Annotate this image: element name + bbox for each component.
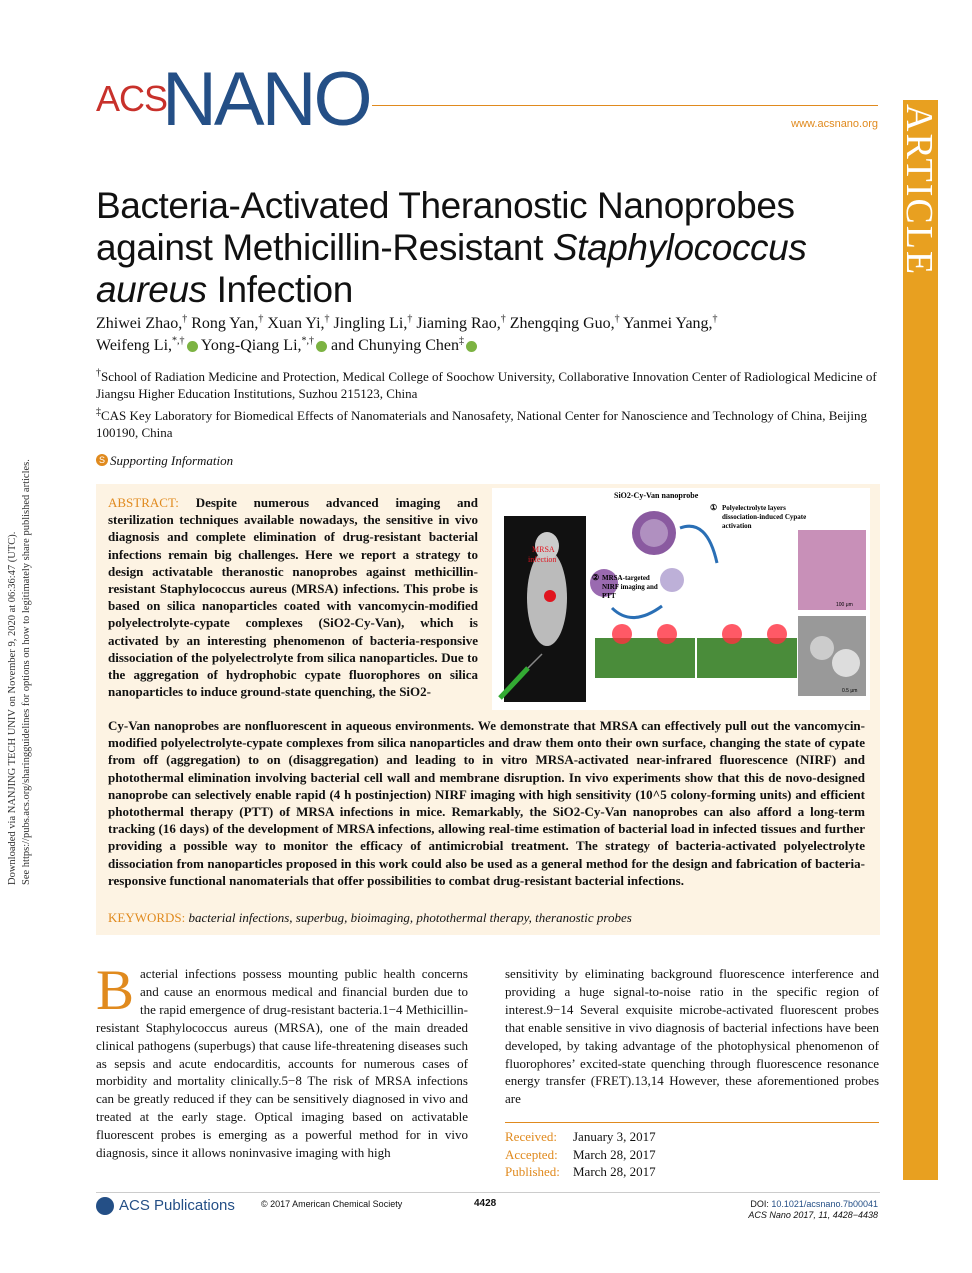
affiliations — [96, 368, 886, 441]
author-sup: † — [614, 313, 620, 325]
logo-acs: ACS — [96, 78, 168, 119]
fluorescence-glow — [722, 624, 742, 644]
author-sup: † — [500, 313, 506, 325]
logo-nano: NANO — [162, 57, 370, 142]
author[interactable]: Jingling Li, — [333, 315, 408, 332]
body-column-1-text: acterial infections possess mounting public health concerns and cause an enormous medical and financial burden due to the rapid emergence of drug-resistant bacteria.1−4 Methicillin-resistant Staphylococcus aureus (MRSA), one of the main dreaded clinical pathogens (superbugs) that cause life-threatening diseases such as sepsis and acute endocarditis, accounts for numerous cases of morbidity and mortality clinically.5−8 The risk of MRSA infections can be greatly reduced if they can be sensitively diagnosed in vivo and treated at the early stage. Optical imaging based on activatable fluorescent probes is emerging as a powerful method for in vivo diagnosis, since it allows noninvasive imaging with high — [96, 966, 468, 1161]
dates-rule — [505, 1122, 879, 1123]
accepted-date: March 28, 2017 — [573, 1146, 656, 1162]
step1-text: Polyelectrolyte layers dissociation-induced Cypate activation — [722, 504, 807, 530]
author[interactable]: Weifeng Li, — [96, 337, 173, 354]
author-sup: † — [182, 313, 188, 325]
arrow-icon — [612, 606, 662, 618]
citation: ACS Nano 2017, 11, 4428−4438 — [748, 1210, 878, 1220]
doi-label: DOI: — [750, 1199, 772, 1209]
footer-rule — [96, 1192, 880, 1193]
step2-num: ② — [592, 573, 600, 582]
author[interactable]: Yong-Qiang Li, — [200, 337, 302, 354]
membrane-graphic — [697, 638, 797, 678]
article-title — [96, 185, 896, 311]
abstract-text-wide: Cy-Van nanoprobes are nonfluorescent in aqueous environments. We demonstrate that MRSA can effectively pull out the vancomycin-modified polyelectrolyte-cypate complexes from silica nanoparticles and draw them onto their own surface, changing the state of cypate from off (aggregation) to on (disaggregation) and leading to in vitro MRSA-activated near-infrared fluorescence (NIRF) and photothermal elimination involving bacterial cell wall and membrane disruption. In vivo experiments show that this de novo-designed nanoprobe can selectively enable rapid (4 h postinjection) NIRF imaging with high sensitivity (10^5 colony-forming units) and efficient photothermal therapy (PTT) of MRSA infections in mice. Remarkably, the SiO2-Cy-Van nanoprobes can also afford a long-term tracking (16 days) of the development of MRSA infections, allowing real-time estimation of bacterial load in infected tissues and further providing a possible way to monitor the efficacy of antimicrobial treatment. The strategy of bacteria-activated polyelectrolyte dissociation from nanoparticles proposed in this work could also be used as a general method for the design and fabrication of bacteria-responsive functional nanomaterials that offer possibilities to combat drug-resistant bacterial infections. — [108, 718, 865, 888]
orcid-icon[interactable] — [316, 341, 327, 352]
copyright: © 2017 American Chemical Society — [261, 1199, 403, 1209]
keywords-list: bacterial infections, superbug, bioimaging, photothermal therapy, theranostic probes — [188, 910, 632, 925]
article-tab — [898, 100, 940, 1180]
author[interactable]: Xuan Yi, — [267, 315, 325, 332]
abstract-narrow-body: Despite numerous advanced imaging and sterilization techniques available nowadays, the sensitive in vivo diagnosis and complete elimination of drug-resistant bacterial infections remain big challenges. Here we report a strategy to design activatable theranostic nanoprobes against methicillin-resistant Staphylococcus aureus (MRSA) infections. This probe is based on silica nanoparticles coated with vancomycin-modified polyelectrolyte-cypate complexes (SiO2-Cy-Van), which is activated by an interesting phenomenon of bacteria-responsive dissociation of the polyelectrolyte from silica nanoparticles. Due to the aggregation of hydrophobic cypate fluorophores on silica nanoparticles to induce ground-state quenching, the SiO2- — [108, 495, 479, 700]
step2-text: MRSA-targeted NIRF imaging and PTT — [602, 574, 658, 600]
infection-label: infection — [528, 555, 557, 564]
author[interactable]: Yanmei Yang, — [623, 315, 713, 332]
drop-cap: B — [96, 959, 135, 1022]
affiliation-2: CAS Key Laboratory for Biomedical Effects of Nanomaterials and Nanosafety, National Center for Nanoscience and Technology of China, Beijing 100190, China — [96, 408, 867, 440]
author-sup: ‡ — [459, 335, 465, 347]
sem-cell — [832, 649, 860, 677]
body-column-1 — [96, 959, 468, 1162]
article-dates — [505, 1128, 879, 1181]
fluorescence-glow — [657, 624, 677, 644]
orcid-icon[interactable] — [466, 341, 477, 352]
site-url[interactable]: www.acsnano.org — [791, 118, 878, 130]
supporting-info-icon: S — [96, 454, 108, 466]
abstract-label: ABSTRACT: — [108, 495, 179, 510]
nanoprobe-particle-2 — [660, 568, 684, 592]
arrow-icon — [680, 526, 717, 563]
author[interactable]: Rong Yan, — [191, 315, 259, 332]
membrane-graphic — [595, 638, 695, 678]
step1-num: ① — [710, 503, 718, 512]
received-label: Received: — [505, 1129, 557, 1144]
title-part1: Bacteria-Activated Theranostic Nanoprobes against Methicillin-Resistant — [96, 185, 795, 268]
sem-cell — [810, 636, 834, 660]
scale-bar-2: 0.5 μm — [842, 688, 858, 694]
published-date: March 28, 2017 — [573, 1164, 656, 1179]
publisher-logo[interactable] — [96, 1197, 235, 1215]
author-sup: *,† — [172, 335, 185, 347]
publisher-name: ACS Publications — [119, 1197, 235, 1214]
author[interactable]: Jiaming Rao, — [416, 315, 501, 332]
keywords-label: KEYWORDS: — [108, 910, 186, 925]
nanoprobe-core — [640, 519, 668, 547]
author[interactable]: and Chunying Chen — [331, 337, 460, 354]
published-label: Published: — [505, 1164, 560, 1179]
doi-citation — [748, 1199, 878, 1221]
histology-image — [798, 530, 866, 610]
supporting-info-label: Supporting Information — [110, 453, 234, 468]
affiliation-mark: † — [96, 367, 101, 379]
download-note-line2: See https://pubs.acs.org/sharingguidelines for options on how to legitimately share published articles. — [21, 459, 32, 885]
header-rule — [372, 105, 878, 106]
doi-link[interactable]: 10.1021/acsnano.7b00041 — [771, 1199, 878, 1209]
download-note — [0, 385, 40, 885]
fluorescence-glow — [612, 624, 632, 644]
author[interactable]: Zhiwei Zhao, — [96, 315, 183, 332]
acs-logo-icon — [96, 1197, 114, 1215]
page-number: 4428 — [474, 1198, 497, 1209]
fluorescence-glow — [767, 624, 787, 644]
title-part2: Infection — [206, 269, 353, 310]
author-sup: † — [324, 313, 330, 325]
mrsa-label: MRSA — [532, 545, 555, 554]
body-column-2: sensitivity by eliminating background fluorescence interference and providing a huge signal-to-noise ratio in the specific region of interest.9−14 Several exquisite microbe-activated fluorescent probes that enable sensitive in vivo diagnosis of bacterial infections have been developed, by taking advantage of the photophysical phenomenon of fluorophores’ excited-state quenching through fluorescence resonance energy transfer (FRET).13,14 However, these aforementioned probes are — [505, 966, 879, 1107]
title-italic: Staphylococcus aureus — [96, 227, 807, 310]
author-sup: † — [407, 313, 413, 325]
received-date: January 3, 2017 — [573, 1129, 656, 1144]
keywords — [108, 910, 865, 926]
article-tab-label: ARTICLE — [898, 104, 940, 277]
affiliation-1: School of Radiation Medicine and Protection, Medical College of Soochow University, Collaborative Innovation Center of Radiological Medicine of Jiangsu Higher Education Institutions, Suzhou 215123, China — [96, 369, 877, 401]
accepted-label: Accepted: — [505, 1146, 558, 1162]
author-sup: † — [258, 313, 264, 325]
infection-spot — [544, 590, 556, 602]
supporting-info-link[interactable] — [98, 453, 234, 469]
affiliation-mark: ‡ — [96, 406, 101, 418]
toc-graphic — [492, 488, 870, 710]
scale-bar-1: 100 μm — [836, 602, 853, 608]
toc-graphic-svg — [492, 488, 870, 710]
probe-label: SiO2-Cy-Van nanoprobe — [614, 491, 699, 500]
author-sup: *,† — [301, 335, 315, 347]
author[interactable]: Zhengqing Guo, — [509, 315, 615, 332]
orcid-icon[interactable] — [187, 341, 198, 352]
abstract-text-narrow — [108, 494, 478, 700]
author-list — [96, 313, 896, 357]
download-note-line1: Downloaded via NANJING TECH UNIV on November 9, 2020 at 06:36:47 (UTC). — [7, 531, 18, 885]
author-sup: † — [712, 313, 718, 325]
